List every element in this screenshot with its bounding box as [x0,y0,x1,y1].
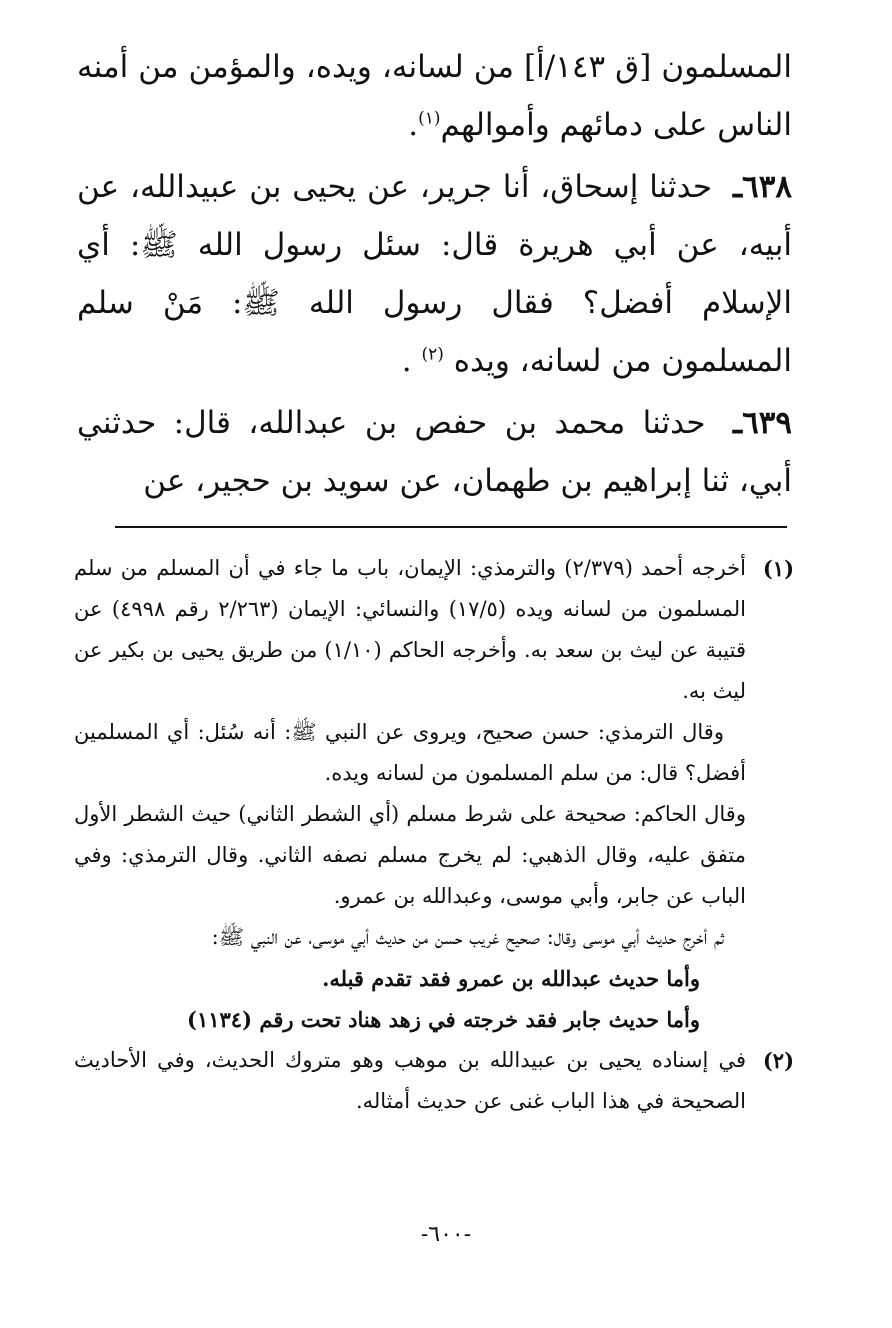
footnote-number-1: (١) [762,556,794,581]
footnote-divider [115,526,787,528]
footnote-1-bold-line-1: وأما حديث عبدالله بن عمرو فقد تقدم قبله. [322,966,700,991]
hadith-number-638: ٦٣٨ـ [732,169,792,205]
footnote-number-2: (٢) [762,1048,794,1073]
footnote-1-paragraph-4: ثم أخرج حديث أبي موسى وقال: صحيح غريب حسن من حديث أبي موسى، عن النبي ﷺ: [211,925,724,949]
sentence-end: . [401,343,412,379]
footnotes [74,548,794,1122]
hadith-text-639: حدثنا محمد بن حفص بن عبدالله، قال: حدثني أبي، ثنا إبراهيم بن طهمان، عن سويد بن حجير، عن [77,405,792,499]
footnote-ref-2: (٢) [421,344,444,365]
footnote-ref-1: (١) [418,108,441,129]
footnote-1-bold-line-2: وأما حديث جابر فقد خرجته في زهد هناد تحت رقم (١١٣٤) [187,1007,700,1032]
page-number: -٦٠٠- [420,1222,472,1247]
footnote-1-paragraph-2: وقال الترمذي: حسن صحيح، ويروى عن النبي ﷺ: أنه سُئل: أي المسلمين أفضل؟ قال: من سلم المسلمون من لسانه ويده. [74,720,746,785]
hadith-639 [77,394,792,510]
hadith-637-continuation [77,38,792,154]
footnote-1 [74,548,794,1040]
footnote-2-paragraph-1: في إسناده يحيى بن عبيدالله بن موهب وهو متروك الحديث، وفي الأحاديث الصحيحة في هذا الباب غنى عن حديث أمثاله. [74,1048,746,1113]
footnote-2 [74,1040,794,1122]
hadith-638 [77,158,792,390]
hadith-number-639: ٦٣٩ـ [732,405,793,441]
footnote-1-paragraph-3: وقال الحاكم: صحيحة على شرط مسلم (أي الشطر الثاني) حيث الشطر الأول متفق عليه، وقال الذهبي: لم يخرج مسلم نصفه الثاني. وقال الترمذي: وفي الباب عن جابر، وأبي موسى، وعبدالله بن عمرو. [74,802,746,908]
hadith-text-638: حدثنا إسحاق، أنا جرير، عن يحيى بن عبيدالله، عن أبيه، عن أبي هريرة قال: سئل رسول الله ﷺ: أي الإسلام أفضل؟ فقال رسول الله ﷺ: مَنْ سلم المسلمون من لسانه، ويده [77,169,792,379]
footnote-1-paragraph-1: أخرجه أحمد (٢/٣٧٩) والترمذي: الإيمان، باب ما جاء في أن المسلم من سلم المسلمون من لسانه ويده (١٧/٥) والنسائي: الإيمان (٢/٢٦٣ رقم ٤٩٩٨) عن قتيبة عن ليث بن سعد به. وأخرجه الحاكم (١/١٠) من طريق يحيى بن بكير عن ليث به. [74,556,746,703]
sentence-end: . [408,107,419,143]
continuation-text: المسلمون [ق ١٤٣/أ] من لسانه، ويده، والمؤمن من أمنه الناس على دمائهم وأموالهم [77,49,792,143]
main-text [77,38,792,510]
